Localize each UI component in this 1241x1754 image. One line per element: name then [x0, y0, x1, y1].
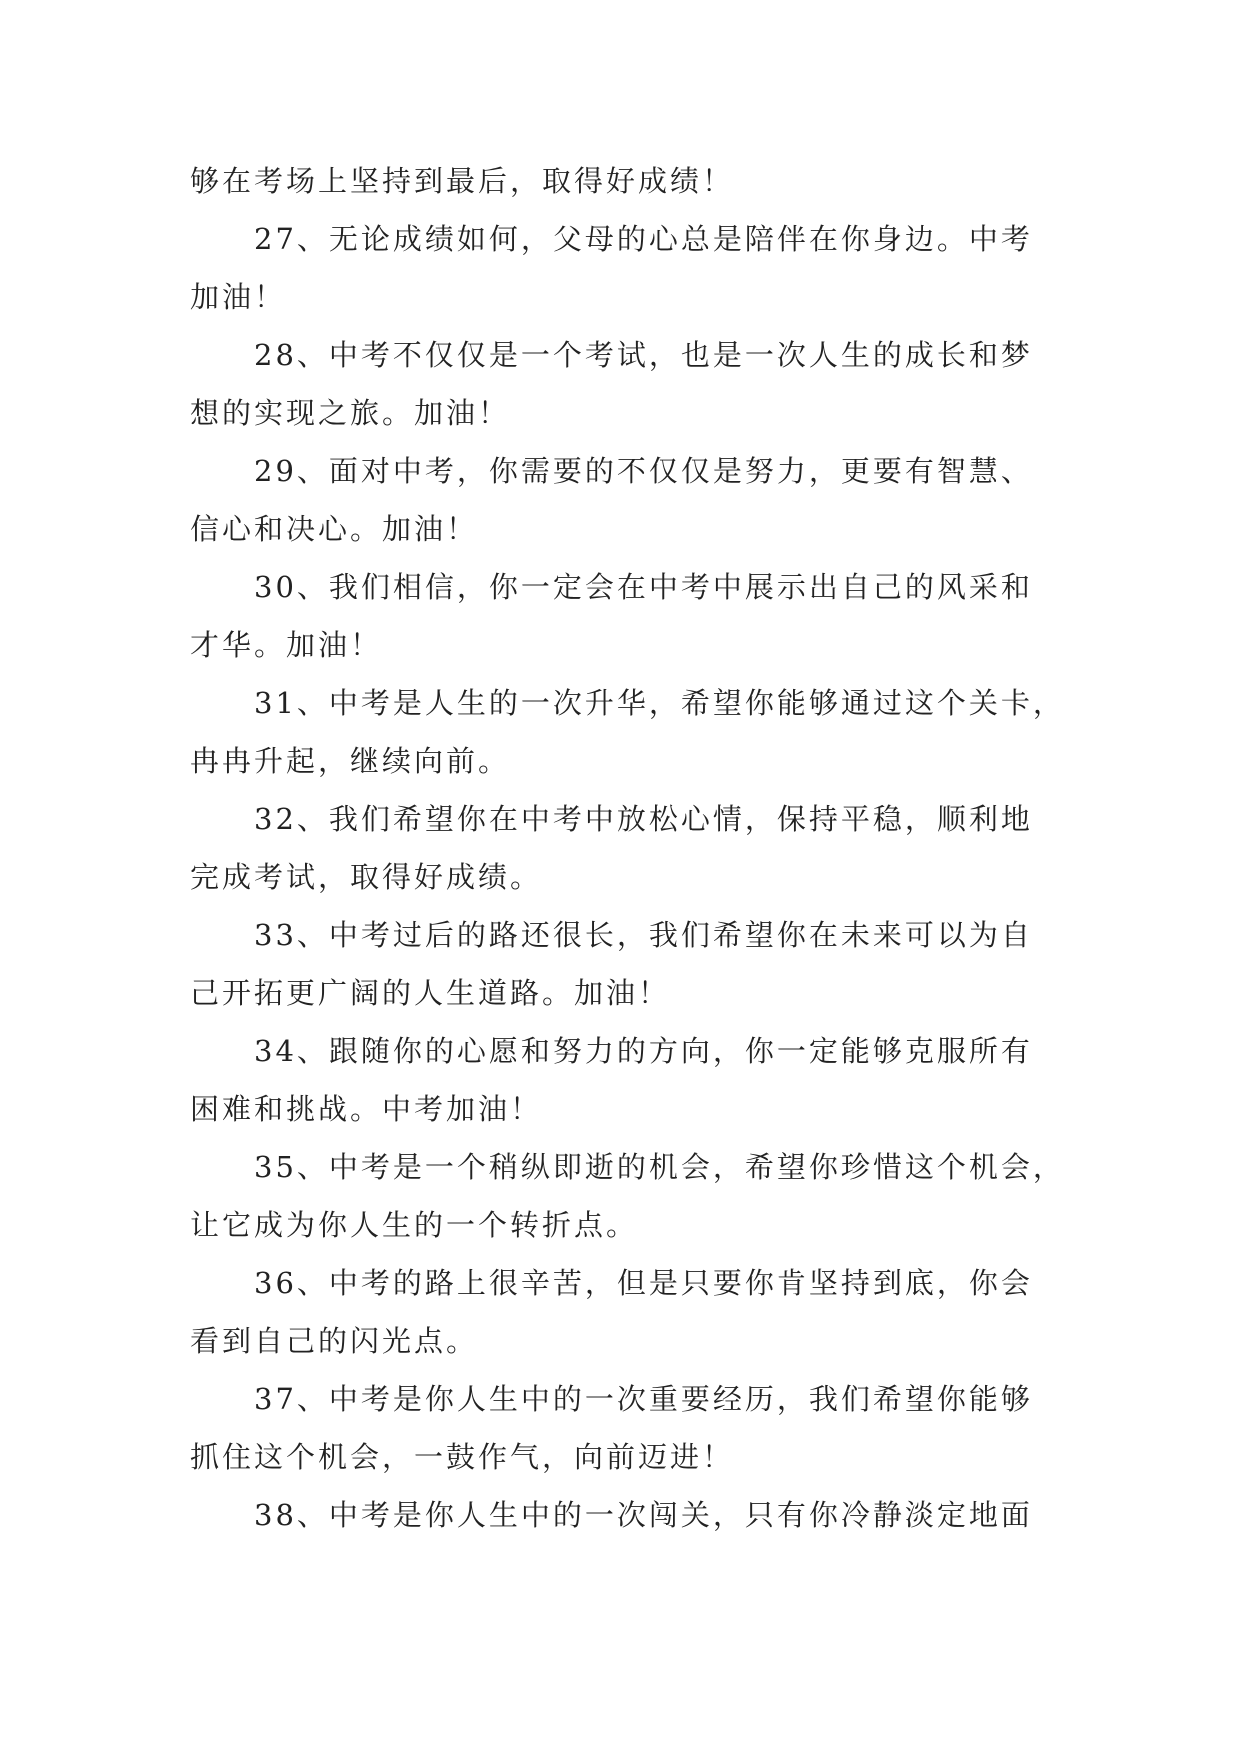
text-line: 28、中考不仅仅是一个考试，也是一次人生的成长和梦 [254, 338, 1033, 372]
text-line: 29、面对中考，你需要的不仅仅是努力，更要有智慧、 [254, 454, 1033, 488]
text-line: 33、中考过后的路还很长，我们希望你在未来可以为自 [254, 918, 1033, 952]
text-line: 困难和挑战。中考加油！ [190, 1092, 543, 1126]
text-line: 信心和决心。加油！ [190, 512, 479, 546]
text-line: 己开拓更广阔的人生道路。加油！ [190, 976, 671, 1010]
text-line: 35、中考是一个稍纵即逝的机会，希望你珍惜这个机会， [254, 1150, 1065, 1184]
text-line: 31、中考是人生的一次升华，希望你能够通过这个关卡， [254, 686, 1065, 720]
text-line: 36、中考的路上很辛苦，但是只要你肯坚持到底，你会 [254, 1266, 1033, 1300]
text-line: 让它成为你人生的一个转折点。 [190, 1208, 639, 1242]
text-line: 27、无论成绩如何，父母的心总是陪伴在你身边。中考 [254, 222, 1033, 256]
text-line: 看到自己的闪光点。 [190, 1324, 479, 1358]
text-line: 想的实现之旅。加油！ [190, 396, 511, 430]
text-line: 34、跟随你的心愿和努力的方向，你一定能够克服所有 [254, 1034, 1033, 1068]
text-line: 38、中考是你人生中的一次闯关，只有你冷静淡定地面 [254, 1498, 1033, 1532]
text-line: 加油！ [190, 280, 287, 314]
text-line: 37、中考是你人生中的一次重要经历，我们希望你能够 [254, 1382, 1033, 1416]
text-line: 30、我们相信，你一定会在中考中展示出自己的风采和 [254, 570, 1033, 604]
text-line: 冉冉升起，继续向前。 [190, 744, 511, 778]
text-line: 才华。加油！ [190, 628, 383, 662]
text-line: 够在考场上坚持到最后，取得好成绩！ [190, 164, 735, 198]
text-line: 抓住这个机会，一鼓作气，向前迈进！ [190, 1440, 735, 1474]
text-line: 完成考试，取得好成绩。 [190, 860, 543, 894]
text-line: 32、我们希望你在中考中放松心情，保持平稳，顺利地 [254, 802, 1033, 836]
